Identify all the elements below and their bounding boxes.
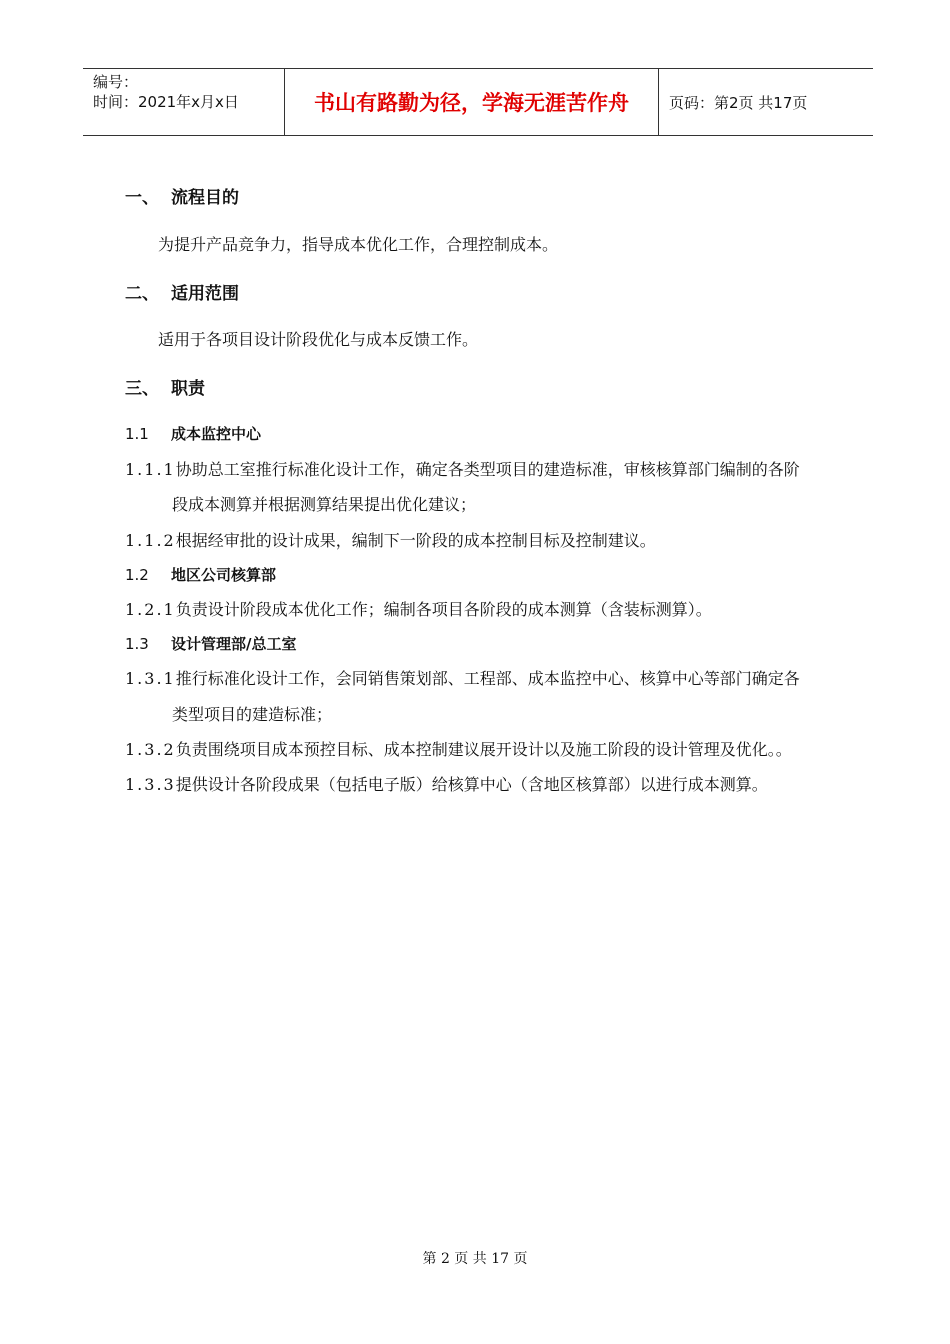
page-header bbox=[83, 68, 873, 136]
list-item bbox=[125, 666, 800, 689]
subsection-number: 1.1 bbox=[125, 425, 149, 443]
section-number: 二、 bbox=[125, 284, 159, 304]
page-footer: 第 2 页 共 17 页 bbox=[422, 1251, 528, 1267]
item-number: 1.3.3 bbox=[125, 775, 176, 794]
item-text: 负责设计阶段成本优化工作；编制各项目各阶段的成本测算（含装标测算）。 bbox=[175, 600, 712, 619]
item-text: 提供设计各阶段成果（包括电子版）给核算中心（含地区核算部）以进行成本测算。 bbox=[175, 775, 768, 794]
time-label: 时间：2021年x月x日 bbox=[93, 93, 239, 111]
header-page-info: 页码：第2页 共17页 bbox=[669, 93, 808, 112]
item-text: 负责围绕项目成本预控目标、成本控制建议展开设计以及施工阶段的设计管理及优化。。 bbox=[175, 740, 792, 759]
list-item bbox=[125, 597, 712, 620]
section-title: 适用范围 bbox=[171, 284, 239, 304]
subsection-heading bbox=[125, 423, 261, 444]
item-text: 推行标准化设计工作，会同销售策划部、工程部、成本监控中心、核算中心等部门确定各 bbox=[175, 669, 800, 688]
list-item bbox=[125, 737, 792, 760]
subsection-number: 1.3 bbox=[125, 635, 149, 653]
subsection-title: 地区公司核算部 bbox=[171, 566, 277, 584]
section-heading bbox=[125, 183, 239, 208]
section-number: 一、 bbox=[125, 188, 159, 208]
subsection-number: 1.2 bbox=[125, 566, 149, 584]
section-text: 适用于各项目设计阶段优化与成本反馈工作。 bbox=[158, 330, 479, 349]
item-number: 1.2.1 bbox=[125, 600, 176, 619]
header-motto: 书山有路勤为径，学海无涯苦作舟 bbox=[284, 69, 659, 135]
subsection-heading bbox=[125, 633, 296, 654]
section-text: 为提升产品竞争力，指导成本优化工作，合理控制成本。 bbox=[158, 235, 559, 254]
list-item bbox=[125, 528, 656, 551]
subsection-title: 设计管理部/总工室 bbox=[171, 635, 297, 653]
item-continuation: 类型项目的建造标准； bbox=[172, 705, 333, 724]
list-item bbox=[125, 457, 800, 480]
list-item bbox=[125, 772, 768, 795]
section-heading bbox=[125, 279, 239, 304]
section-title: 流程目的 bbox=[171, 188, 239, 208]
subsection-heading bbox=[125, 564, 276, 585]
item-number: 1.1.1 bbox=[125, 460, 176, 479]
item-continuation: 段成本测算并根据测算结果提出优化建议； bbox=[172, 495, 477, 514]
section-number: 三、 bbox=[125, 379, 159, 399]
item-text: 协助总工室推行标准化设计工作，确定各类型项目的建造标准，审核核算部门编制的各阶 bbox=[175, 460, 800, 479]
serial-label: 编号： bbox=[93, 73, 139, 91]
header-meta bbox=[83, 69, 284, 135]
item-number: 1.3.1 bbox=[125, 669, 176, 688]
section-title: 职责 bbox=[171, 379, 205, 399]
subsection-title: 成本监控中心 bbox=[171, 425, 262, 443]
section-heading bbox=[125, 374, 205, 399]
item-text: 根据经审批的设计成果，编制下一阶段的成本控制目标及控制建议。 bbox=[175, 531, 656, 550]
item-number: 1.1.2 bbox=[125, 531, 176, 550]
item-number: 1.3.2 bbox=[125, 740, 176, 759]
